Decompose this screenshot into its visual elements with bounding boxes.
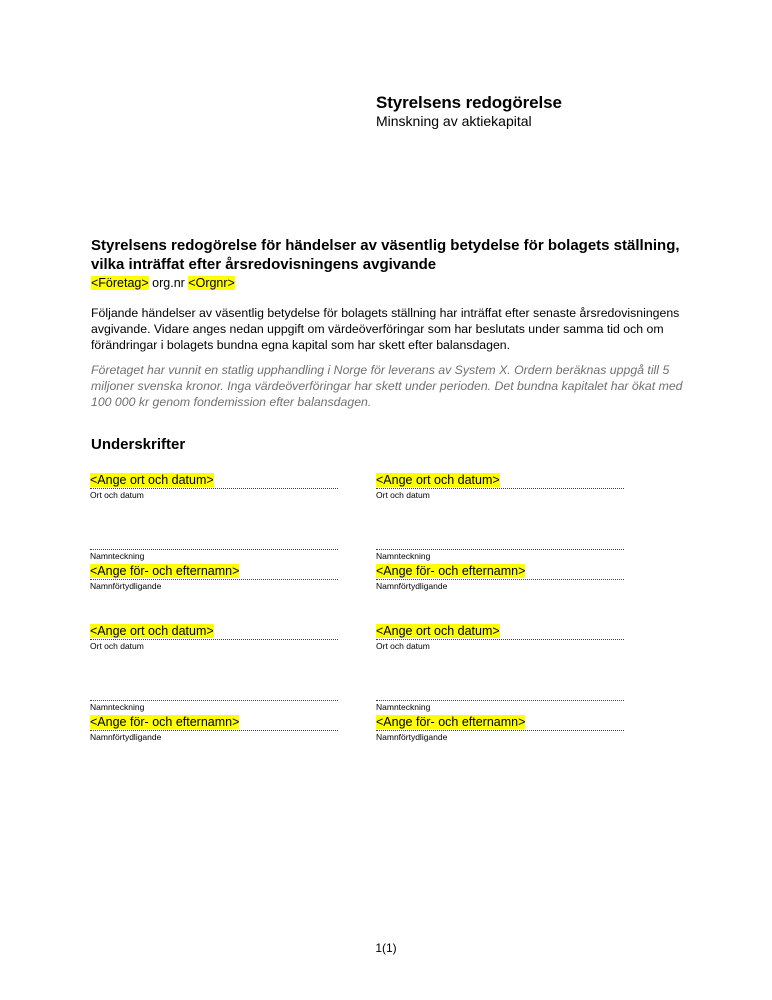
place-date-field[interactable] xyxy=(90,623,338,640)
name-caption: Namnförtydligande xyxy=(376,732,448,742)
orgnr-label: org.nr xyxy=(148,276,189,290)
name-placeholder[interactable]: <Ange för- och efternamn> xyxy=(376,715,526,729)
signature-caption: Namnteckning xyxy=(376,551,431,561)
document-subtitle: Minskning av aktiekapital xyxy=(376,113,532,129)
signature-caption: Namnteckning xyxy=(90,551,145,561)
signature-line[interactable] xyxy=(376,549,624,550)
place-date-field[interactable] xyxy=(376,623,624,640)
signatures-heading: Underskrifter xyxy=(91,436,186,453)
place-date-placeholder[interactable]: <Ange ort och datum> xyxy=(90,473,214,487)
name-placeholder[interactable]: <Ange för- och efternamn> xyxy=(90,715,240,729)
signature-line[interactable] xyxy=(90,549,338,550)
signature-line[interactable] xyxy=(90,700,338,701)
name-placeholder[interactable]: <Ange för- och efternamn> xyxy=(376,564,526,578)
place-date-placeholder[interactable]: <Ange ort och datum> xyxy=(376,473,500,487)
place-date-caption: Ort och datum xyxy=(376,641,430,651)
signature-caption: Namnteckning xyxy=(90,702,145,712)
place-date-caption: Ort och datum xyxy=(90,641,144,651)
company-line xyxy=(91,276,235,290)
example-paragraph: Företaget har vunnit en statlig upphandling i Norge för leverans av System X. Ordern beräknas uppgå till 5 miljoner svenska kronor. Inga värdeöverföringar har skett under perioden. Det bundna kapitalet har ökat med 100 000 kr genom fondemission efter balansdagen. xyxy=(91,363,683,409)
place-date-placeholder[interactable]: <Ange ort och datum> xyxy=(376,624,500,638)
place-date-field[interactable] xyxy=(376,472,624,489)
document-title: Styrelsens redogörelse xyxy=(376,93,562,112)
place-date-caption: Ort och datum xyxy=(90,490,144,500)
signature-line[interactable] xyxy=(376,700,624,701)
name-placeholder[interactable]: <Ange för- och efternamn> xyxy=(90,564,240,578)
name-field[interactable] xyxy=(376,714,624,731)
company-placeholder[interactable]: <Företag> xyxy=(91,276,149,290)
page-number: 1(1) xyxy=(375,941,397,955)
name-caption: Namnförtydligande xyxy=(90,732,162,742)
section-heading: Styrelsens redogörelse för händelser av väsentlig betydelse för bolagets ställning, vilka inträffat efter årsredovisningens avgivande xyxy=(91,237,680,273)
name-field[interactable] xyxy=(376,563,624,580)
place-date-placeholder[interactable]: <Ange ort och datum> xyxy=(90,624,214,638)
orgnr-placeholder[interactable]: <Orgnr> xyxy=(188,276,235,290)
intro-paragraph: Följande händelser av väsentlig betydelse för bolagets ställning har inträffat efter senaste årsredovisningens avgivande. Vidare anges nedan uppgift om värdeöverföringar som har beslutats under samma tid och om förändringar i bolagets bundna egna kapital som har skett efter balansdagen. xyxy=(91,306,680,352)
signature-caption: Namnteckning xyxy=(376,702,431,712)
name-field[interactable] xyxy=(90,714,338,731)
name-caption: Namnförtydligande xyxy=(376,581,448,591)
place-date-field[interactable] xyxy=(90,472,338,489)
name-caption: Namnförtydligande xyxy=(90,581,162,591)
place-date-caption: Ort och datum xyxy=(376,490,430,500)
name-field[interactable] xyxy=(90,563,338,580)
